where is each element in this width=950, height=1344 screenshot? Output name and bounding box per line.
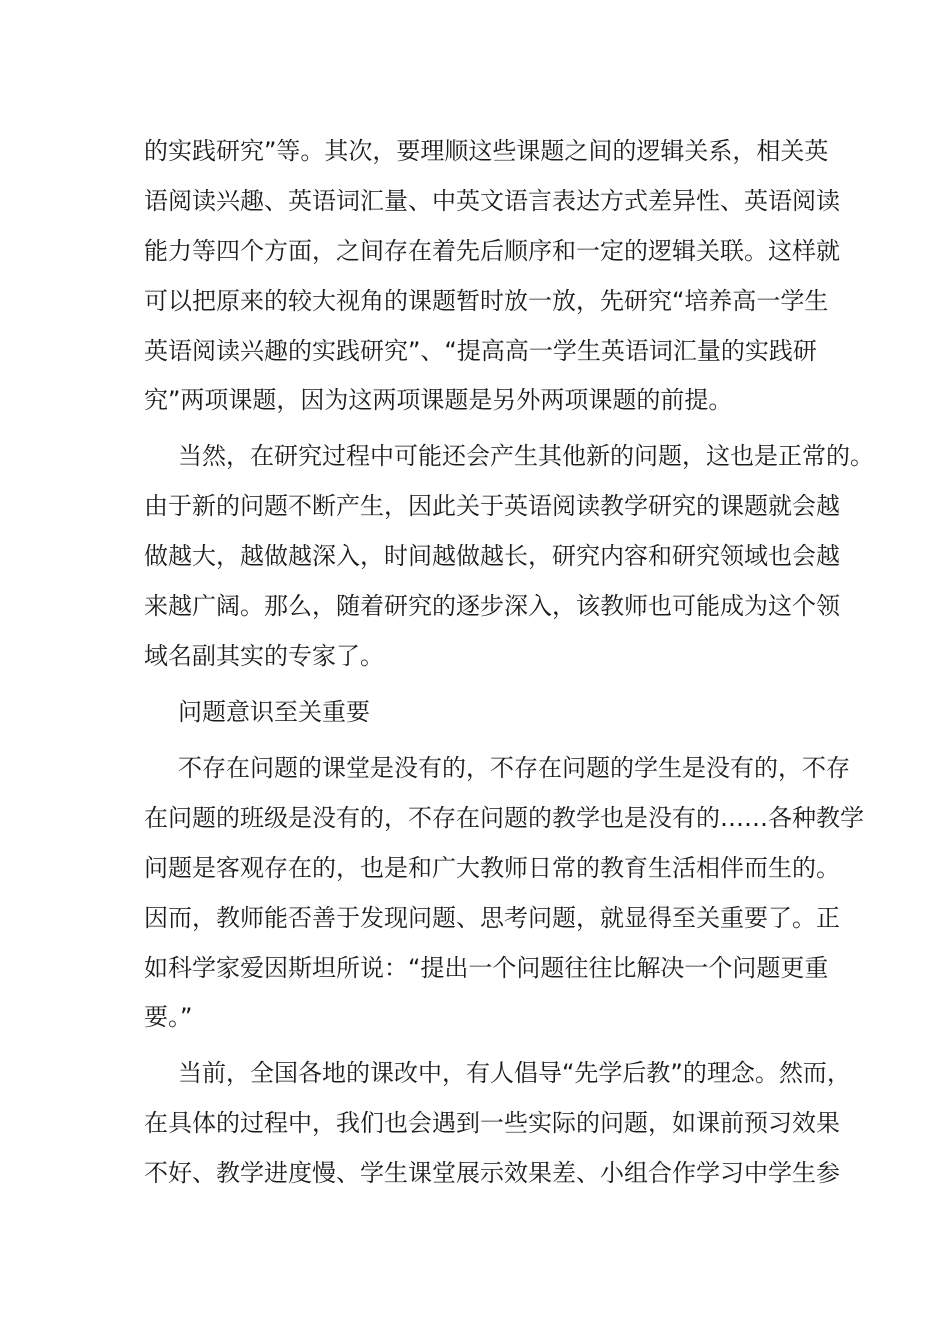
text-line: 因而，教师能否善于发现问题、思考问题，就显得至关重要了。正	[144, 904, 840, 932]
text-line: 在问题的班级是没有的，不存在问题的教学也是没有的……各种教学	[144, 804, 864, 832]
paragraph-first-line: 不存在问题的课堂是没有的，不存在问题的学生是没有的，不存	[178, 754, 850, 782]
text-line: 由于新的问题不断产生，因此关于英语阅读教学研究的课题就会越	[144, 492, 840, 520]
text-line: 的实践研究”等。其次，要理顺这些课题之间的逻辑关系，相关英	[144, 137, 829, 165]
text-line: 如科学家爱因斯坦所说：“提出一个问题往往比解决一个问题更重	[144, 954, 829, 982]
text-line: 不好、教学进度慢、学生课堂展示效果差、小组合作学习中学生参	[144, 1159, 840, 1187]
paragraph-first-line: 当然，在研究过程中可能还会产生其他新的问题，这也是正常的。	[178, 442, 874, 470]
text-line: 来越广阔。那么，随着研究的逐步深入，该教师也可能成为这个领	[144, 592, 840, 620]
text-line: 英语阅读兴趣的实践研究”、“提高高一学生英语词汇量的实践研	[144, 337, 817, 365]
paragraph-first-line: 当前，全国各地的课改中，有人倡导“先学后教”的理念。然而，	[178, 1059, 851, 1087]
text-line: 要。”	[144, 1003, 193, 1031]
section-heading: 问题意识至关重要	[178, 698, 370, 726]
text-line: 问题是客观存在的，也是和广大教师日常的教育生活相伴而生的。	[144, 854, 840, 882]
text-line: 究”两项课题，因为这两项课题是另外两项课题的前提。	[144, 386, 733, 414]
text-line: 可以把原来的较大视角的课题暂时放一放，先研究“培养高一学生	[144, 287, 829, 315]
text-line: 做越大，越做越深入，时间越做越长，研究内容和研究领域也会越	[144, 542, 840, 570]
text-line: 在具体的过程中，我们也会遇到一些实际的问题，如课前预习效果	[144, 1109, 840, 1137]
text-line: 语阅读兴趣、英语词汇量、中英文语言表达方式差异性、英语阅读	[144, 187, 840, 215]
text-line: 域名副其实的专家了。	[144, 642, 384, 670]
text-line: 能力等四个方面，之间存在着先后顺序和一定的逻辑关联。这样就	[144, 237, 840, 265]
